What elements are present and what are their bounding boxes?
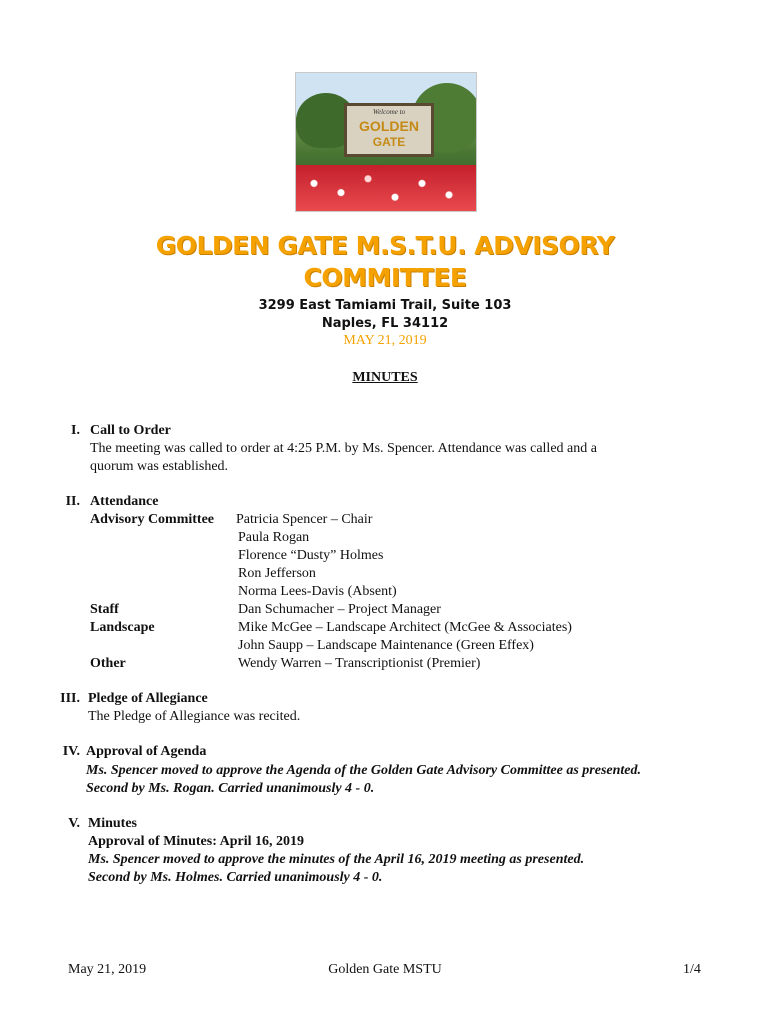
landscape-label: Landscape	[90, 620, 155, 635]
section-number-1: I.	[71, 423, 80, 438]
flower-bed	[296, 165, 476, 211]
attendee: John Saupp – Landscape Maintenance (Green Effex)	[238, 638, 534, 653]
sign-gate-text: GATE	[372, 135, 406, 149]
attendee: Ron Jefferson	[238, 566, 316, 581]
footer-title: Golden Gate MSTU	[328, 962, 442, 977]
attendee: Paula Rogan	[238, 530, 310, 545]
attendee: Norma Lees-Davis (Absent)	[238, 584, 397, 599]
address-line-2: Naples, FL 34112	[321, 316, 449, 331]
advisory-committee-label: Advisory Committee	[90, 512, 215, 527]
attendee: Wendy Warren – Transcriptionist (Premier)	[238, 656, 481, 671]
section-number-5: V.	[68, 816, 80, 831]
golden-gate-sign-photo	[295, 72, 477, 212]
minutes-motion-line-2: Second by Ms. Holmes. Carried unanimously 4 - 0.	[88, 870, 383, 885]
attendee: Patricia Spencer – Chair	[236, 512, 373, 527]
title-line-1: GOLDEN GATE M.S.T.U. ADVISORY	[155, 231, 615, 260]
sign-golden-text: GOLDEN	[359, 118, 419, 134]
section-heading-minutes: Minutes	[88, 816, 137, 831]
section-heading-call-to-order: Call to Order	[90, 423, 171, 438]
attendee: Mike McGee – Landscape Architect (McGee & Associates)	[238, 620, 572, 635]
staff-label: Staff	[90, 602, 119, 617]
footer-date: May 21, 2019	[68, 962, 147, 977]
section-number-4: IV.	[62, 744, 80, 759]
pledge-line-1: The Pledge of Allegiance was recited.	[88, 709, 301, 724]
call-to-order-line-1: The meeting was called to order at 4:25 P.M. by Ms. Spencer. Attendance was called and a	[90, 441, 597, 456]
agenda-motion-line-2: Second by Ms. Rogan. Carried unanimously 4 - 0.	[86, 781, 375, 796]
section-number-3: III.	[60, 691, 80, 706]
agenda-motion-line-1: Ms. Spencer moved to approve the Agenda of the Golden Gate Advisory Committee as presented.	[86, 763, 642, 778]
attendee: Florence “Dusty” Holmes	[238, 548, 384, 563]
meeting-date: MAY 21, 2019	[343, 333, 427, 348]
attendee: Dan Schumacher – Project Manager	[238, 602, 441, 617]
section-heading-pledge: Pledge of Allegiance	[88, 691, 208, 706]
minutes-approval-subheading: Approval of Minutes: April 16, 2019	[88, 834, 304, 849]
address-line-1: 3299 East Tamiami Trail, Suite 103	[258, 298, 512, 313]
section-heading-agenda: Approval of Agenda	[86, 744, 207, 759]
minutes-heading: MINUTES	[352, 370, 418, 385]
sign-board	[344, 103, 434, 157]
sign-welcome-text: Welcome to	[372, 108, 406, 116]
title-line-2: COMMITTEE	[303, 263, 467, 292]
minutes-motion-line-1: Ms. Spencer moved to approve the minutes of the April 16, 2019 meeting as presented.	[88, 852, 585, 867]
other-label: Other	[90, 656, 126, 671]
section-heading-attendance: Attendance	[90, 494, 159, 509]
section-number-2: II.	[65, 494, 80, 509]
page-number: 1/4	[683, 962, 701, 977]
call-to-order-line-2: quorum was established.	[90, 459, 229, 474]
